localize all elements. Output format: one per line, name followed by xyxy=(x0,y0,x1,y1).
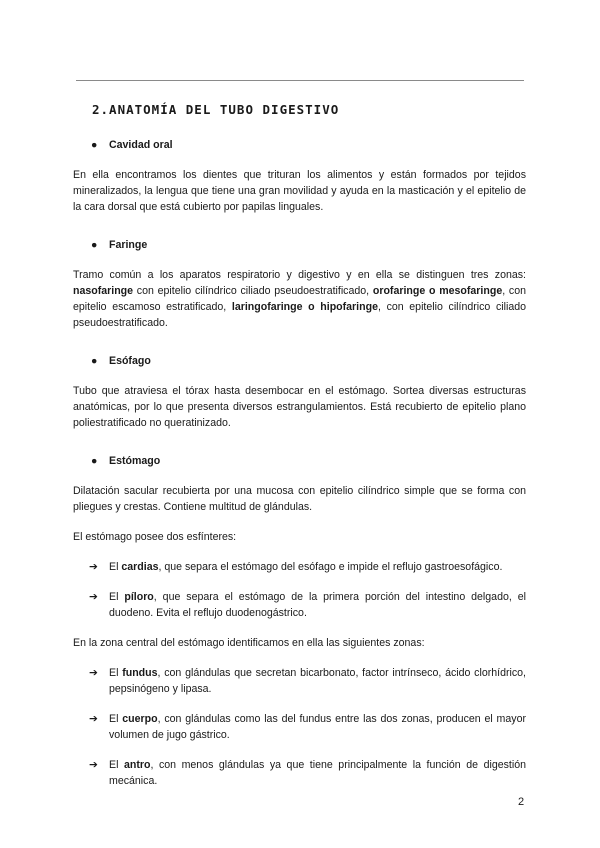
list-item-cardias: ➔ El cardias, que separa el estómago del esófago e impide el reflujo gastroesofágico. xyxy=(89,561,503,573)
bullet-icon: ● xyxy=(91,139,98,151)
arrow-right-icon: ➔ xyxy=(89,759,98,771)
page-number: 2 xyxy=(518,796,525,808)
heading-cavidad-oral: ● Cavidad oral xyxy=(91,139,173,151)
list-item-cuerpo: ➔ El cuerpo, con glándulas como las del fundus entre las dos zonas, producen el mayor volumen de jugo gástrico. xyxy=(89,713,526,741)
paragraph-esofago: Tubo que atraviesa el tórax hasta desembocar en el estómago. Sortea diversas estructuras anatómicas, por lo que presenta diversos estrangulamientos. Está recubierto de epitelio plano poliestratificado no queratinizado. xyxy=(73,385,526,429)
list-item-fundus: ➔ El fundus, con glándulas que secretan bicarbonato, factor intrínseco, ácido clorhídrico, pepsinógeno y lipasa. xyxy=(89,667,526,695)
paragraph-estomago-1: Dilatación sacular recubierta por una mucosa con epitelio cilíndrico simple que se forma con pliegues y crestas. Contiene multitud de glándulas. xyxy=(73,485,526,513)
heading-faringe: ● Faringe xyxy=(91,239,148,251)
document-body xyxy=(73,128,526,789)
header-rule xyxy=(76,80,524,81)
heading-estomago: ● Estómago xyxy=(91,455,161,467)
section-title: 2.ANATOMÍA DEL TUBO DIGESTIVO xyxy=(92,102,340,117)
paragraph-estomago-3: En la zona central del estómago identificamos en ella las siguientes zonas: xyxy=(73,637,425,649)
paragraph-faringe: Tramo común a los aparatos respiratorio y digestivo y en ella se distinguen tres zonas: nasofaringe con epitelio cilíndrico ciliado pseudoestratificado, orofaringe o mesofaringe, con epitelio escamoso estratificado, laringofaringe o hipofaringe, con epitelio cilíndrico ciliado pseudoestratificado. xyxy=(73,269,527,329)
list-item-antro: ➔ El antro, con menos glándulas ya que tiene principalmente la función de digestión mecánica. xyxy=(89,759,526,787)
bullet-icon: ● xyxy=(91,239,98,251)
bullet-icon: ● xyxy=(91,455,98,467)
paragraph-cavidad-oral: En ella encontramos los dientes que trituran los alimentos y están formados por tejidos mineralizados, la lengua que tiene una gran movilidad y ayuda en la masticación y el epitelio de la cara dorsal que está cubierto por papilas linguales. xyxy=(73,169,526,213)
bullet-icon: ● xyxy=(91,355,98,367)
arrow-right-icon: ➔ xyxy=(89,591,98,603)
arrow-right-icon: ➔ xyxy=(89,713,98,725)
heading-esofago: ● Esófago xyxy=(91,355,151,367)
arrow-right-icon: ➔ xyxy=(89,667,98,679)
list-item-piloro: ➔ El píloro, que separa el estómago de la primera porción del intestino delgado, el duodeno. Evita el reflujo duodenogástrico. xyxy=(89,591,526,619)
arrow-right-icon: ➔ xyxy=(89,561,98,573)
paragraph-estomago-2: El estómago posee dos esfínteres: xyxy=(73,531,237,543)
